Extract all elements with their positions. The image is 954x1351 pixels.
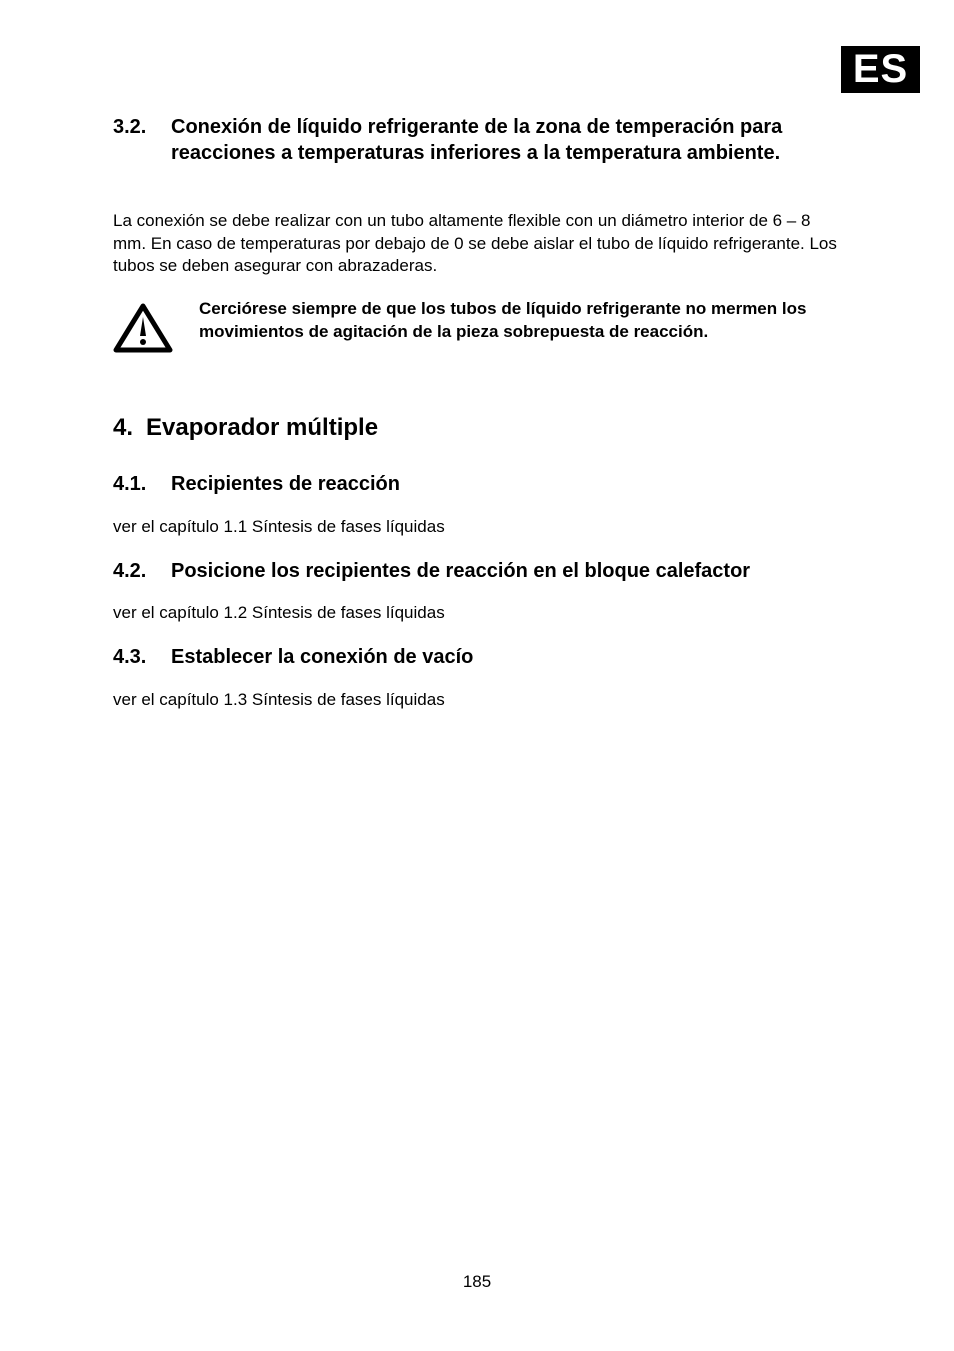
warning-triangle-icon: [113, 297, 199, 358]
section-4-1-body: ver el capítulo 1.1 Síntesis de fases líquidas: [113, 517, 445, 536]
section-3-2-body: La conexión se debe realizar con un tubo altamente flexible con un diámetro interior de 6 – 8 mm. En caso de temperaturas por debajo de 0 se debe aislar el tubo de líquido refrigerante. Los tubos se deben asegurar con abrazaderas.: [113, 211, 837, 275]
section-title: Posicione los recipientes de reacción en el bloque calefactor: [171, 560, 751, 582]
section-title: Evaporador múltiple: [146, 414, 379, 441]
section-4-heading: [113, 412, 378, 444]
warning-text: Cerciórese siempre de que los tubos de líquido refrigerante no mermen los movimientos de agitación de la pieza sobrepuesta de reacción.: [199, 299, 807, 341]
section-title: Conexión de líquido refrigerante de la zona de temperación para reacciones a temperaturas inferiores a la temperatura ambiente.: [171, 116, 783, 164]
section-number: 3.2.: [113, 116, 147, 138]
warning-note: [113, 297, 838, 358]
section-number: 4.1.: [113, 473, 147, 495]
section-number: 4.: [113, 414, 134, 441]
section-4-2-heading: [113, 558, 836, 584]
section-4-2-body: ver el capítulo 1.2 Síntesis de fases líquidas: [113, 603, 445, 622]
section-number: 4.3.: [113, 646, 147, 668]
section-4-1-heading: [113, 471, 836, 497]
section-title: Establecer la conexión de vacío: [171, 646, 474, 668]
section-title: Recipientes de reacción: [171, 473, 400, 495]
section-4-3-heading: [113, 644, 836, 670]
section-number: 4.2.: [113, 560, 147, 582]
section-3-2-heading: [113, 114, 836, 166]
language-badge: ES: [841, 46, 920, 93]
section-4-3-body: ver el capítulo 1.3 Síntesis de fases líquidas: [113, 690, 445, 709]
page-number: 185: [462, 1272, 492, 1291]
